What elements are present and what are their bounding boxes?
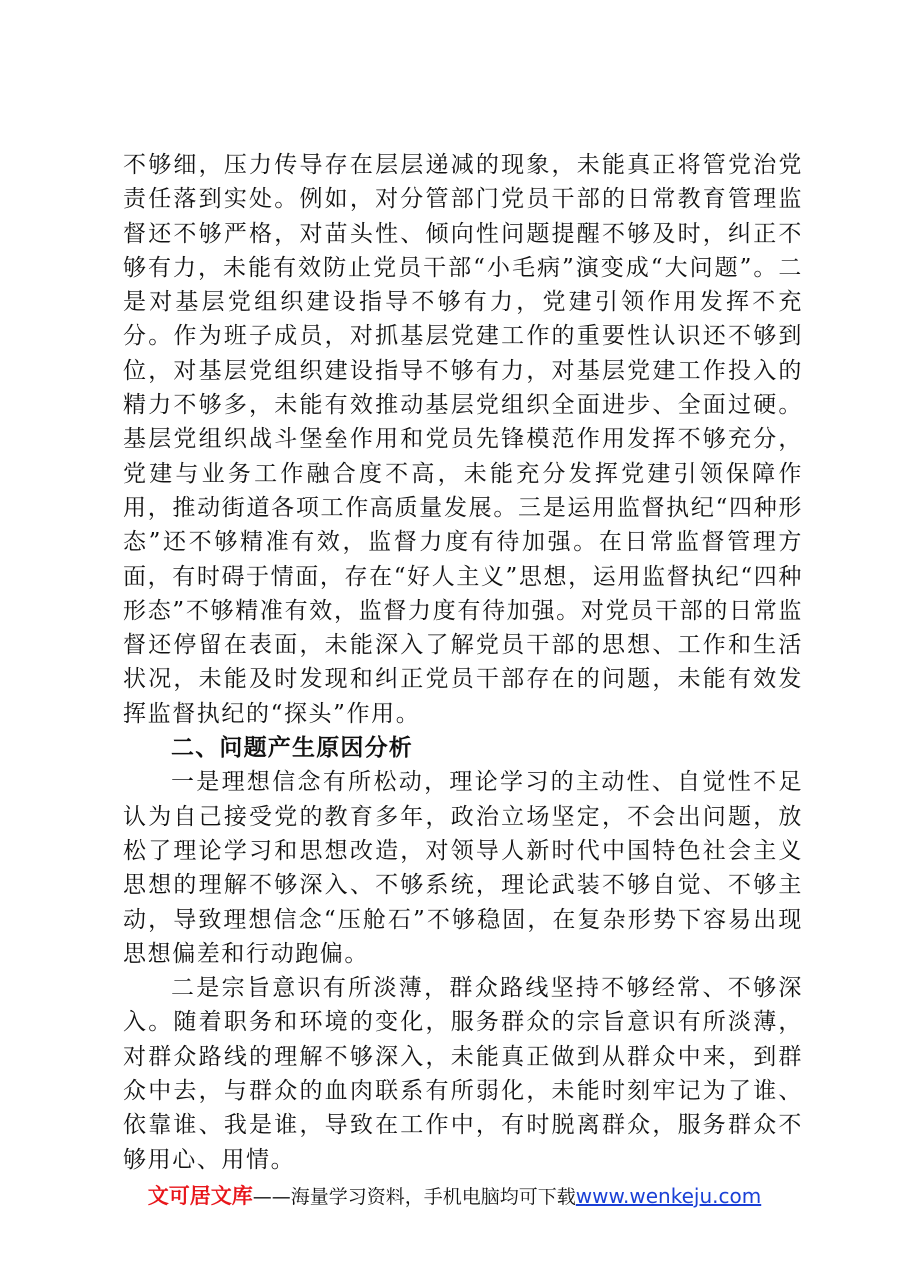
footer-link[interactable]: www.wenkeju.com [575, 1184, 762, 1208]
section-heading: 二、问题产生原因分析 [171, 735, 413, 762]
footer-tagline: ——海量学习资料，手机电脑均可下载 [252, 1186, 576, 1208]
body-paragraph-cause-2: 二是宗旨意识有所淡薄，群众路线坚持不够经常、不够深入。随着职务和环境的变化，服务群众的宗旨意识有所淡薄，对群众路线的理解不够深入，未能真正做到从群众中来，到群众中去，与群众的血肉联系有所弱化，未能时刻牢记为了谁、依靠谁、我是谁，导致在工作中，有时脱离群众，服务群众不够用心、用情。 [123, 975, 803, 1173]
body-paragraph-cause-1: 一是理想信念有所松动，理论学习的主动性、自觉性不足认为自己接受党的教育多年，政治立场坚定，不会出问题，放松了理论学习和思想改造，对领导人新时代中国特色社会主义思想的理解不够深入、不够系统，理论武装不够自觉、不够主动，导致理想信念“压舱石”不够稳固，在复杂形势下容易出现思想偏差和行动跑偏。 [123, 769, 803, 967]
footer-banner [0, 1182, 909, 1211]
body-paragraph-continued: 不够细，压力传导存在层层递减的现象，未能真正将管党治党责任落到实处。例如，对分管部门党员干部的日常教育管理监督还不够严格，对苗头性、倾向性问题提醒不够及时，纠正不够有力，未能有效防止党员干部“小毛病”演变成“大问题”。二是对基层党组织建设指导不够有力，党建引领作用发挥不充分。作为班子成员，对抓基层党建工作的重要性认识还不够到位，对基层党组织建设指导不够有力，对基层党建工作投入的精力不够多，未能有效推动基层党组织全面进步、全面过硬。基层党组织战斗堡垒作用和党员先锋模范作用发挥不够充分，党建与业务工作融合度不高，未能充分发挥党建引领保障作用，推动街道各项工作高质量发展。三是运用监督执纪“四种形态”还不够精准有效，监督力度有待加强。在日常监督管理方面，有时碍于情面，存在“好人主义”思想，运用监督执纪“四种形态”不够精准有效，监督力度有待加强。对党员干部的日常监督还停留在表面，未能深入了解党员干部的思想、工作和生活状况，未能及时发现和纠正党员干部存在的问题，未能有效发挥监督执纪的“探头”作用。 [123, 152, 803, 727]
footer-brand: 文可居文库 [147, 1184, 253, 1208]
document-body [123, 148, 803, 1177]
